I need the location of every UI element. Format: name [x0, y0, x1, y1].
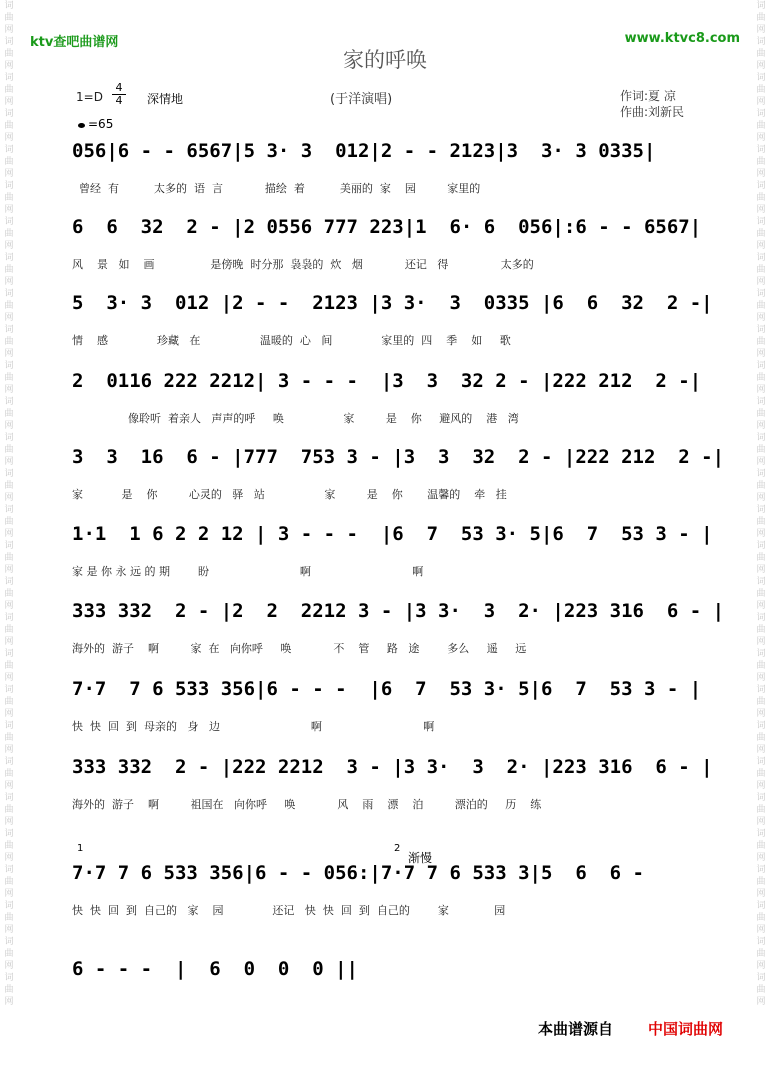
watermark-glyph: 网 [756, 637, 766, 647]
quarter-note-icon [78, 123, 85, 128]
watermark-glyph: 曲 [756, 625, 766, 635]
lyric-line: 风 景 如 画 是傍晚 时分那 袅袅的 炊 烟 还记 得 太多的 [72, 258, 534, 271]
tempo-mark [78, 117, 113, 131]
watermark-glyph: 网 [4, 169, 14, 179]
watermark-glyph: 词 [4, 685, 14, 695]
watermark-glyph: 曲 [4, 625, 14, 635]
watermark-glyph: 词 [756, 685, 766, 695]
watermark-glyph: 词 [756, 217, 766, 227]
watermark-glyph: 词 [756, 541, 766, 551]
composer: 作曲:刘新民 [620, 105, 685, 119]
watermark-glyph: 网 [756, 97, 766, 107]
watermark-glyph: 曲 [756, 121, 766, 131]
watermark-glyph: 词 [4, 325, 14, 335]
watermark-glyph: 曲 [4, 481, 14, 491]
key-signature: 1=D [76, 90, 103, 104]
lyric-line: 快 快 回 到 母亲的 身 边 啊 啊 [72, 720, 435, 733]
watermark-glyph: 网 [756, 25, 766, 35]
watermark-right [754, 0, 768, 1066]
watermark-glyph: 曲 [4, 985, 14, 995]
watermark-glyph: 网 [756, 529, 766, 539]
watermark-glyph: 网 [756, 745, 766, 755]
watermark-glyph: 网 [4, 673, 14, 683]
watermark-glyph: 曲 [4, 13, 14, 23]
first-ending: 1 [77, 843, 84, 854]
watermark-glyph: 网 [756, 277, 766, 287]
watermark-glyph: 曲 [4, 229, 14, 239]
watermark-left [2, 0, 16, 1066]
expression-mark: 深情地 [147, 92, 184, 106]
watermark-glyph: 曲 [4, 337, 14, 347]
watermark-glyph: 网 [4, 457, 14, 467]
lyricist: 作词:夏 凉 [620, 89, 676, 103]
watermark-glyph: 网 [4, 709, 14, 719]
watermark-glyph: 词 [4, 361, 14, 371]
watermark-glyph: 网 [756, 169, 766, 179]
watermark-glyph: 词 [756, 433, 766, 443]
watermark-glyph: 词 [756, 145, 766, 155]
watermark-glyph: 词 [4, 397, 14, 407]
watermark-glyph: 词 [4, 829, 14, 839]
watermark-glyph: 网 [756, 601, 766, 611]
watermark-glyph: 曲 [756, 265, 766, 275]
lyric-line: 家 是 你 永 远 的 期 盼 啊 啊 [72, 565, 424, 578]
watermark-glyph: 曲 [756, 193, 766, 203]
notation-line: 333 332 2 - |2 2 2212 3 - |3 3· 3 2· |223 316 6 - | [72, 600, 725, 622]
watermark-glyph: 词 [4, 37, 14, 47]
watermark-glyph: 曲 [4, 445, 14, 455]
watermark-glyph: 网 [756, 421, 766, 431]
watermark-glyph: 词 [4, 109, 14, 119]
watermark-glyph: 曲 [756, 733, 766, 743]
watermark-glyph: 词 [4, 793, 14, 803]
watermark-glyph: 词 [756, 397, 766, 407]
watermark-glyph: 词 [756, 937, 766, 947]
watermark-glyph: 词 [756, 613, 766, 623]
watermark-glyph: 网 [756, 781, 766, 791]
watermark-glyph: 曲 [4, 661, 14, 671]
watermark-glyph: 词 [4, 253, 14, 263]
watermark-glyph: 网 [4, 529, 14, 539]
watermark-glyph: 曲 [756, 229, 766, 239]
watermark-glyph: 词 [4, 937, 14, 947]
watermark-glyph: 网 [756, 313, 766, 323]
watermark-glyph: 曲 [4, 805, 14, 815]
lyric-line: 海外的 游子 啊 祖国在 向你呼 唤 风 雨 漂 泊 漂泊的 历 练 [72, 798, 542, 811]
notation-line: 6 6 32 2 - |2 0556 777 223|1 6· 6 056|:6 - - 6567| [72, 216, 702, 238]
watermark-glyph: 词 [756, 289, 766, 299]
tempo-value: =65 [88, 117, 114, 131]
watermark-glyph: 网 [4, 25, 14, 35]
watermark-glyph: 词 [756, 793, 766, 803]
watermark-glyph: 曲 [4, 265, 14, 275]
watermark-glyph: 网 [4, 637, 14, 647]
watermark-glyph: 网 [756, 205, 766, 215]
watermark-glyph: 曲 [4, 517, 14, 527]
watermark-glyph: 曲 [4, 877, 14, 887]
watermark-glyph: 曲 [756, 661, 766, 671]
watermark-glyph: 词 [4, 289, 14, 299]
meter-bottom: 4 [112, 94, 126, 107]
watermark-glyph: 词 [756, 865, 766, 875]
watermark-glyph: 词 [756, 757, 766, 767]
watermark-glyph: 网 [4, 133, 14, 143]
site-url-right[interactable]: www.ktvc8.com [624, 31, 740, 46]
notation-line: 6 - - - | 6 0 0 0 || [72, 958, 358, 980]
watermark-glyph: 网 [4, 349, 14, 359]
watermark-glyph: 网 [756, 925, 766, 935]
watermark-glyph: 网 [756, 997, 766, 1007]
watermark-glyph: 曲 [4, 409, 14, 419]
watermark-glyph: 网 [756, 349, 766, 359]
watermark-glyph: 网 [4, 385, 14, 395]
watermark-glyph: 曲 [756, 913, 766, 923]
watermark-glyph: 网 [4, 817, 14, 827]
watermark-glyph: 曲 [4, 949, 14, 959]
watermark-glyph: 曲 [756, 373, 766, 383]
watermark-glyph: 曲 [4, 697, 14, 707]
watermark-glyph: 网 [756, 889, 766, 899]
watermark-glyph: 网 [756, 385, 766, 395]
watermark-glyph: 词 [756, 1, 766, 11]
notation-line: 7·7 7 6 533 356|6 - - - |6 7 53 3· 5|6 7 53 3 - | [72, 678, 702, 700]
lyric-line: 快 快 回 到 自己的 家 园 还记 快 快 回 到 自己的 家 园 [72, 904, 506, 917]
watermark-glyph: 曲 [756, 481, 766, 491]
watermark-glyph: 词 [4, 757, 14, 767]
watermark-glyph: 网 [756, 565, 766, 575]
watermark-glyph: 曲 [756, 445, 766, 455]
source-label: 本曲谱源自 [538, 1020, 614, 1038]
watermark-glyph: 曲 [756, 157, 766, 167]
watermark-glyph: 词 [4, 613, 14, 623]
watermark-glyph: 网 [4, 745, 14, 755]
watermark-glyph: 网 [756, 853, 766, 863]
watermark-glyph: 曲 [756, 985, 766, 995]
watermark-glyph: 词 [756, 37, 766, 47]
watermark-glyph: 网 [756, 961, 766, 971]
site-name-left[interactable]: ktv查吧曲谱网 [30, 35, 119, 50]
watermark-glyph: 词 [756, 505, 766, 515]
watermark-glyph: 词 [4, 217, 14, 227]
watermark-glyph: 词 [756, 577, 766, 587]
watermark-glyph: 曲 [756, 697, 766, 707]
watermark-glyph: 网 [4, 241, 14, 251]
watermark-glyph: 词 [4, 1, 14, 11]
watermark-glyph: 网 [4, 601, 14, 611]
notation-line: 056|6 - - 6567|5 3· 3 012|2 - - 2123|3 3· 3 0335| [72, 140, 656, 162]
watermark-glyph: 词 [4, 901, 14, 911]
watermark-glyph: 网 [4, 961, 14, 971]
watermark-glyph: 曲 [756, 589, 766, 599]
watermark-glyph: 词 [756, 325, 766, 335]
watermark-glyph: 曲 [4, 553, 14, 563]
watermark-glyph: 曲 [756, 301, 766, 311]
watermark-glyph: 网 [4, 97, 14, 107]
watermark-glyph: 网 [756, 133, 766, 143]
watermark-glyph: 网 [4, 781, 14, 791]
watermark-glyph: 曲 [756, 337, 766, 347]
watermark-glyph: 网 [4, 925, 14, 935]
watermark-glyph: 曲 [756, 517, 766, 527]
notation-line: 1·1 1 6 2 2 12 | 3 - - - |6 7 53 3· 5|6 7 53 3 - | [72, 523, 713, 545]
watermark-glyph: 曲 [756, 409, 766, 419]
lyric-line: 像聆听 着亲人 声声的呼 唤 家 是 你 避风的 港 湾 [72, 412, 519, 425]
watermark-glyph: 曲 [4, 157, 14, 167]
watermark-glyph: 词 [756, 361, 766, 371]
watermark-glyph: 词 [756, 469, 766, 479]
song-title: 家的呼唤 [343, 48, 427, 72]
watermark-glyph: 网 [4, 493, 14, 503]
watermark-glyph: 曲 [756, 49, 766, 59]
watermark-glyph: 词 [756, 901, 766, 911]
notation-line: 333 332 2 - |222 2212 3 - |3 3· 3 2· |223 316 6 - | [72, 756, 713, 778]
watermark-glyph: 词 [4, 541, 14, 551]
watermark-glyph: 曲 [4, 85, 14, 95]
watermark-glyph: 网 [4, 61, 14, 71]
notation-line: 7·7 7 6 533 356|6 - - 056:|7·7 7 6 533 3|5 6 6 - [72, 862, 656, 884]
watermark-glyph: 曲 [756, 13, 766, 23]
watermark-glyph: 曲 [4, 841, 14, 851]
source-name[interactable]: 中国词曲网 [648, 1020, 724, 1038]
watermark-glyph: 网 [756, 61, 766, 71]
watermark-glyph: 词 [756, 829, 766, 839]
watermark-glyph: 曲 [4, 373, 14, 383]
watermark-glyph: 曲 [4, 193, 14, 203]
watermark-glyph: 词 [4, 577, 14, 587]
watermark-glyph: 曲 [4, 733, 14, 743]
watermark-glyph: 词 [4, 973, 14, 983]
watermark-glyph: 网 [756, 673, 766, 683]
watermark-glyph: 网 [4, 853, 14, 863]
watermark-glyph: 词 [4, 865, 14, 875]
watermark-glyph: 曲 [4, 121, 14, 131]
watermark-glyph: 词 [756, 973, 766, 983]
watermark-glyph: 词 [4, 649, 14, 659]
watermark-glyph: 网 [4, 421, 14, 431]
watermark-glyph: 网 [4, 565, 14, 575]
watermark-glyph: 曲 [756, 841, 766, 851]
watermark-glyph: 曲 [4, 769, 14, 779]
lyric-line: 情 感 珍藏 在 温暖的 心 间 家里的 四 季 如 歌 [72, 334, 511, 347]
watermark-glyph: 词 [4, 505, 14, 515]
watermark-glyph: 曲 [4, 589, 14, 599]
tempo-change: 渐慢 [408, 851, 433, 865]
watermark-glyph: 词 [756, 721, 766, 731]
watermark-glyph: 网 [4, 889, 14, 899]
watermark-glyph: 词 [4, 433, 14, 443]
watermark-glyph: 网 [4, 997, 14, 1007]
watermark-glyph: 曲 [756, 769, 766, 779]
credits [620, 88, 684, 120]
watermark-glyph: 词 [756, 253, 766, 263]
watermark-glyph: 网 [756, 817, 766, 827]
time-signature [112, 82, 126, 107]
watermark-glyph: 词 [4, 721, 14, 731]
watermark-glyph: 网 [4, 277, 14, 287]
watermark-glyph: 词 [756, 649, 766, 659]
watermark-glyph: 网 [756, 457, 766, 467]
watermark-glyph: 曲 [4, 49, 14, 59]
notation-line: 5 3· 3 012 |2 - - 2123 |3 3· 3 0335 |6 6 32 2 -| [72, 292, 713, 314]
watermark-glyph: 词 [4, 145, 14, 155]
watermark-glyph: 网 [756, 241, 766, 251]
watermark-glyph: 词 [756, 181, 766, 191]
watermark-glyph: 曲 [4, 301, 14, 311]
notation-line: 2 0116 222 2212| 3 - - - |3 3 32 2 - |222 212 2 -| [72, 370, 702, 392]
lyric-line: 曾经 有 太多的 语 言 描绘 着 美丽的 家 园 家里的 [72, 182, 481, 195]
watermark-glyph: 曲 [756, 877, 766, 887]
watermark-glyph: 词 [4, 469, 14, 479]
watermark-glyph: 曲 [756, 553, 766, 563]
watermark-glyph: 网 [756, 709, 766, 719]
watermark-glyph: 网 [4, 313, 14, 323]
lyric-line: 海外的 游子 啊 家 在 向你呼 唤 不 管 路 途 多么 遥 远 [72, 642, 527, 655]
watermark-glyph: 词 [4, 181, 14, 191]
notation-line: 3 3 16 6 - |777 753 3 - |3 3 32 2 - |222 212 2 -| [72, 446, 725, 468]
watermark-glyph: 曲 [756, 85, 766, 95]
watermark-glyph: 曲 [756, 805, 766, 815]
watermark-glyph: 网 [4, 205, 14, 215]
watermark-glyph: 网 [756, 493, 766, 503]
watermark-glyph: 词 [756, 73, 766, 83]
watermark-glyph: 词 [4, 73, 14, 83]
meter-top: 4 [115, 81, 123, 94]
watermark-glyph: 词 [756, 109, 766, 119]
watermark-glyph: 曲 [756, 949, 766, 959]
second-ending: 2 [394, 843, 401, 854]
singer-credit: (于洋演唱) [330, 92, 393, 107]
watermark-glyph: 曲 [4, 913, 14, 923]
lyric-line: 家 是 你 心灵的 驿 站 家 是 你 温馨的 牵 挂 [72, 488, 507, 501]
